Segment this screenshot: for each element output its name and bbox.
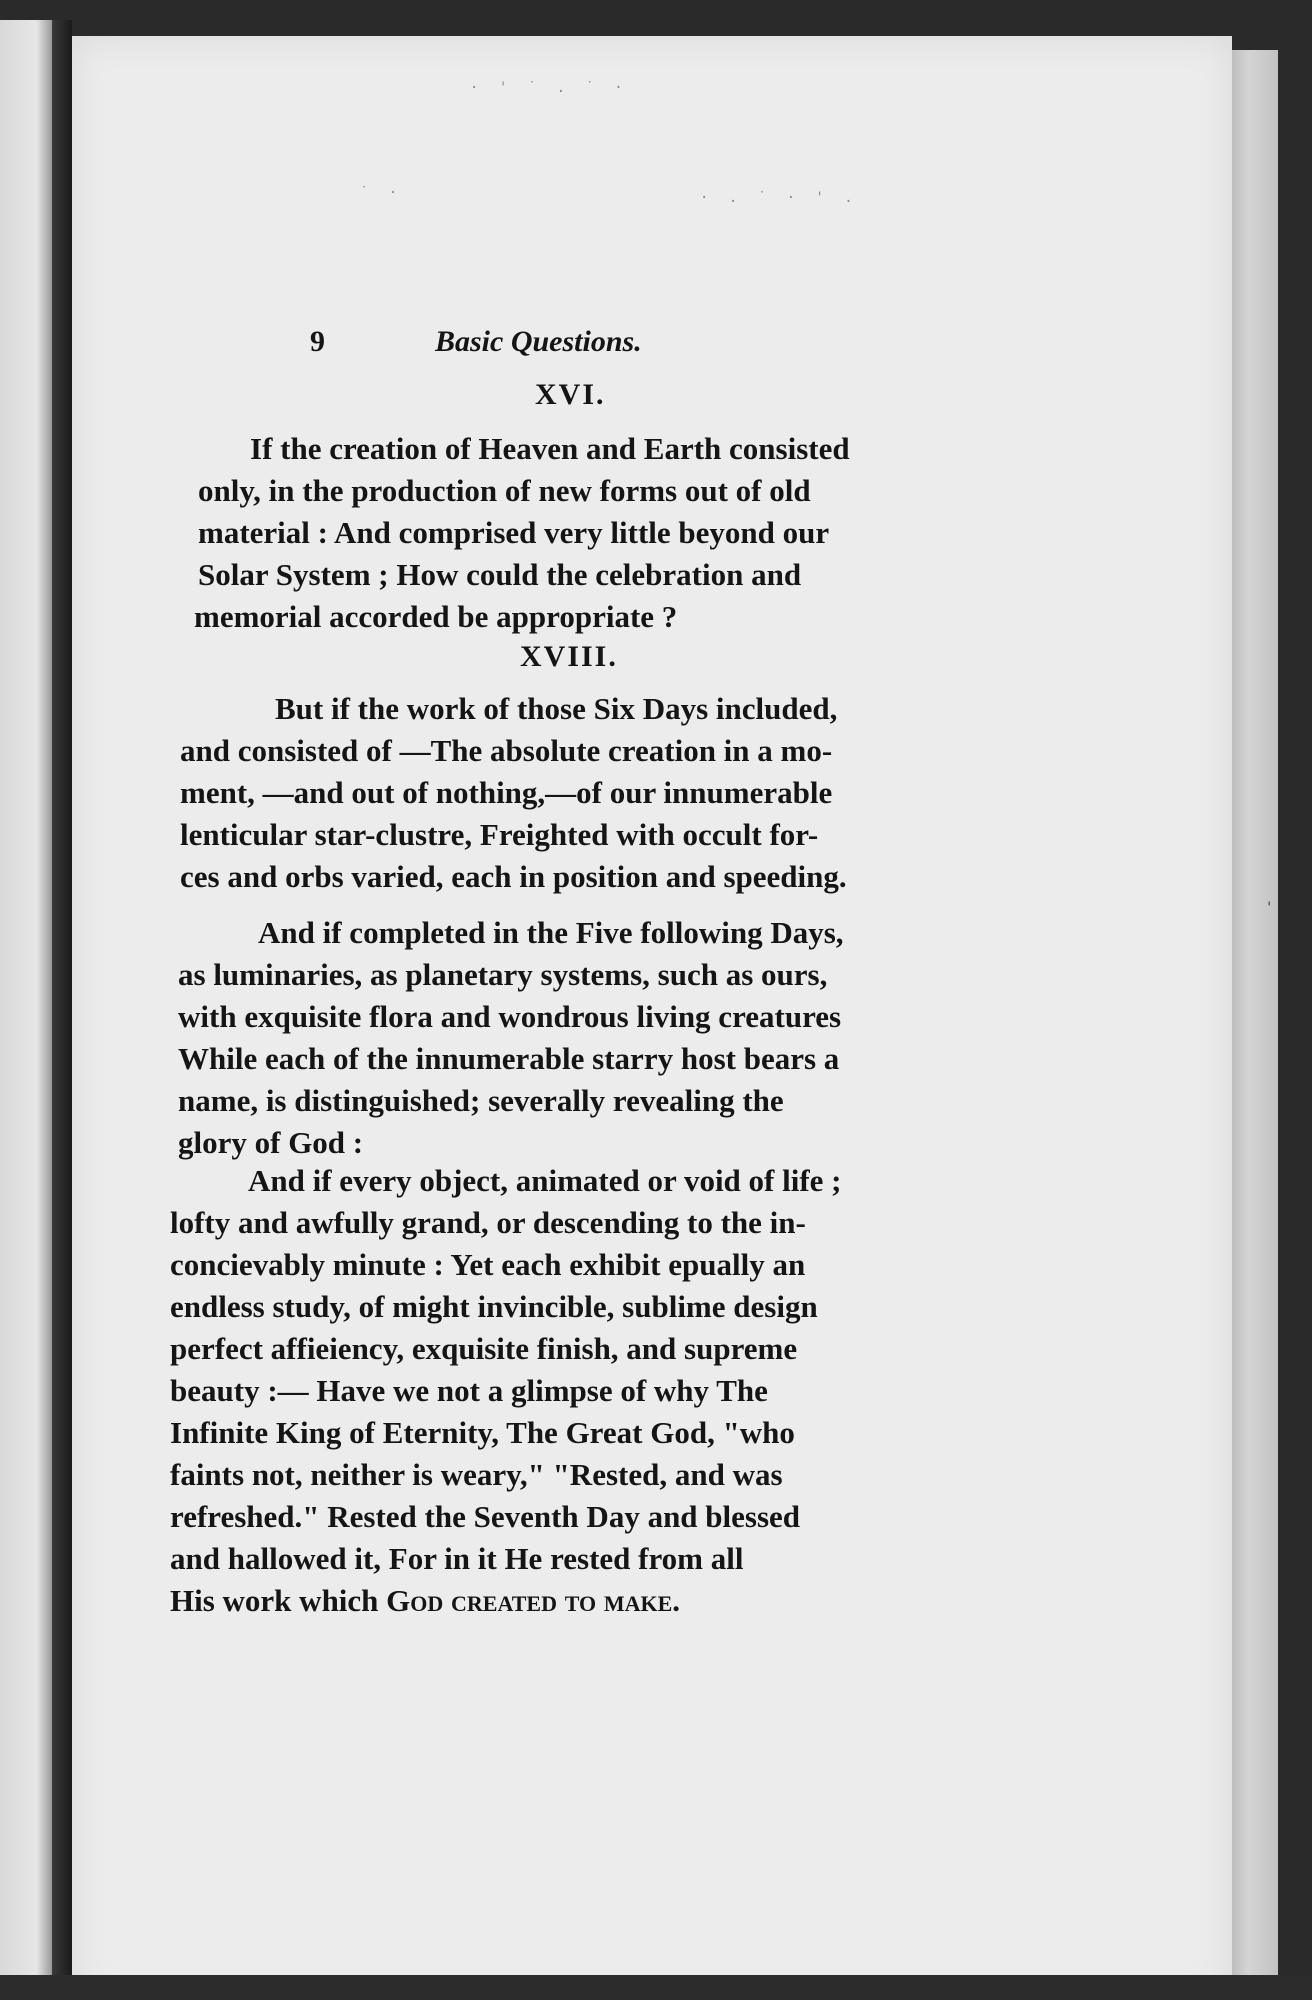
paragraph-xvi: [194, 428, 940, 638]
page-number: 9: [310, 325, 325, 358]
scanner-border: [0, 1975, 1312, 2000]
gutter-shadow: [52, 20, 72, 2000]
text-line: perfect affieiency, exquisite finish, and supreme: [170, 1331, 798, 1366]
text-line: only, in the production of new forms out of old: [198, 473, 811, 508]
text-line: lenticular star-clustre, Freighted with occult for-: [180, 817, 819, 852]
text-line: And if every object, animated or void of life ;: [248, 1163, 842, 1198]
edge-mark: ': [1265, 900, 1280, 916]
text-line: material : And comprised very little beyond our: [198, 515, 830, 550]
text-line: Infinite King of Eternity, The Great God, "who: [170, 1415, 795, 1450]
closing-line-start: His work which: [170, 1583, 387, 1618]
section-heading-xviii: XVIII.: [520, 640, 618, 673]
text-line: ces and orbs varied, each in position and speeding.: [180, 859, 847, 894]
text-line: glory of God :: [178, 1125, 364, 1160]
text-line: lofty and awfully grand, or descending to the in-: [170, 1205, 806, 1240]
paragraph-xviii-2: [178, 912, 940, 1164]
text-line: memorial accorded be appropriate ?: [194, 599, 678, 634]
facing-page-edge: [0, 20, 52, 2000]
text-line: ment, —and out of nothing,—of our innumerable: [180, 775, 833, 810]
text-line: and hallowed it, For in it He rested from all: [170, 1541, 744, 1576]
text-line: But if the work of those Six Days included,: [275, 691, 838, 726]
text-line: And if completed in the Five following Days,: [258, 915, 844, 950]
text-line: concievably minute : Yet each exhibit epually an: [170, 1247, 806, 1282]
text-line: refreshed." Rested the Seventh Day and blessed: [170, 1499, 801, 1534]
paragraph-xviii-3: [170, 1160, 940, 1622]
bleed-through-speckle: · ' ˙ . ˙ ·: [470, 80, 629, 96]
text-line: While each of the innumerable starry host bears a: [178, 1041, 840, 1076]
running-head: [310, 325, 710, 369]
text-line: Solar System ; How could the celebration and: [198, 557, 802, 592]
text-line: as luminaries, as planetary systems, such as ours,: [178, 957, 828, 992]
text-line: with exquisite flora and wondrous living creatures: [178, 999, 842, 1034]
closing-line: [170, 1580, 940, 1622]
section-heading-xvi: XVI.: [535, 378, 606, 411]
running-title: Basic Questions.: [435, 325, 642, 358]
text-line: endless study, of might invincible, sublime design: [170, 1289, 818, 1324]
text-line: and consisted of —The absolute creation in a mo-: [180, 733, 833, 768]
page-stack-edge: [1228, 50, 1278, 2000]
bleed-through-speckle: · . ˙ · ' .: [700, 190, 859, 206]
closing-line-smallcaps: God created to make.: [386, 1583, 681, 1618]
text-line: name, is distinguished; severally revealing the: [178, 1083, 784, 1118]
text-line: If the creation of Heaven and Earth consisted: [250, 431, 850, 466]
text-line: beauty :— Have we not a glimpse of why The: [170, 1373, 768, 1408]
text-line: faints not, neither is weary," "Rested, and was: [170, 1457, 783, 1492]
bleed-through-speckle: ˙ ·: [360, 185, 404, 201]
paragraph-xviii-1: [180, 688, 940, 898]
